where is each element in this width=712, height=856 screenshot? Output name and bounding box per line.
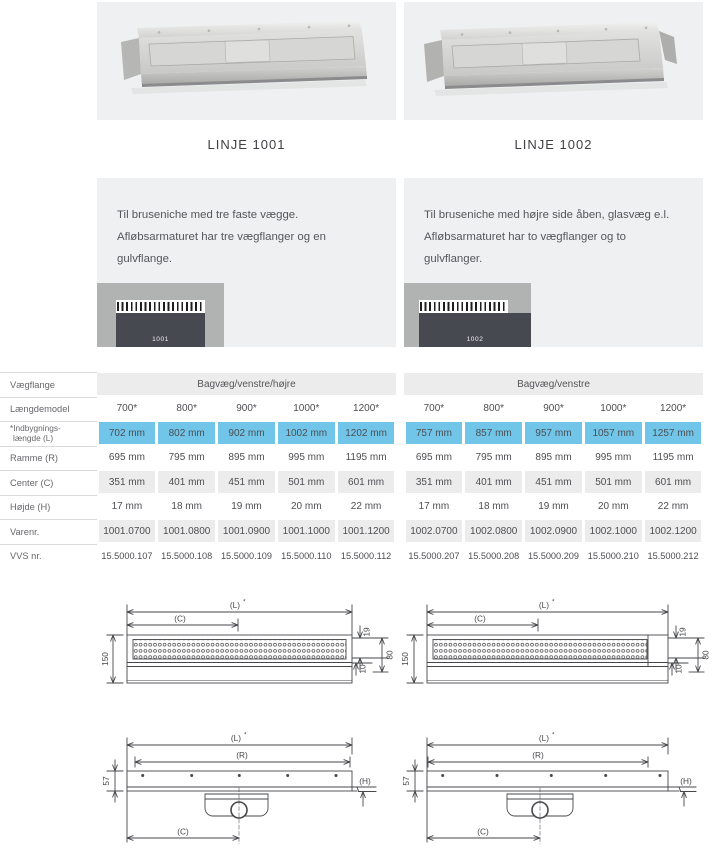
description-line: Til bruseniche med tre faste vægge. (117, 209, 299, 221)
spec-cell: 1002.1200 (645, 520, 702, 542)
spec-cell: 995 mm (595, 452, 632, 463)
diagram-grate (116, 300, 205, 313)
dimension-lines (407, 605, 704, 683)
spec-cell: 601 mm (645, 471, 702, 493)
dim-label-10: 10 (673, 664, 684, 674)
description-line: Til bruseniche med højre side åben, glasvæg e.l. (424, 209, 670, 221)
dim-label-star: * (244, 731, 247, 739)
row-label-height: Højde (H) (0, 495, 97, 520)
spec-cell: 800* (483, 403, 504, 414)
niche-diagram-1002 (404, 283, 531, 347)
spec-table (0, 372, 712, 568)
spec-cell: 902 mm (218, 422, 275, 444)
spec-cell: 15.5000.109 (220, 550, 273, 561)
spec-cell: 1257 mm (645, 422, 702, 444)
spec-cell: 19 mm (538, 501, 569, 512)
spec-cell: 995 mm (288, 452, 325, 463)
spec-cell: 1000* (600, 403, 627, 414)
row-vvs-no (97, 545, 396, 567)
dim-label-80: 80 (384, 650, 395, 660)
dim-label-star: * (243, 598, 246, 606)
diagram-drain-body (116, 313, 205, 347)
diagram-grate (419, 300, 508, 313)
spec-cell: 15.5000.108 (161, 550, 213, 561)
spec-cell: 1001.1000 (278, 520, 335, 542)
spec-cell: 1195 mm (345, 452, 387, 463)
dim-label-L: (L) (230, 733, 242, 743)
spec-cell: 451 mm (525, 471, 582, 493)
technical-drawing-section-1002 (400, 728, 712, 856)
spec-cell: 15.5000.210 (587, 550, 639, 561)
spec-cell: 1001.0700 (99, 520, 156, 542)
spec-cell: 501 mm (278, 471, 335, 493)
spec-cell: 1002 mm (278, 422, 335, 444)
wall-flange-band: Bagvæg/venstre (404, 373, 703, 395)
diagram-drain-body (419, 313, 531, 347)
spec-cell: 1202 mm (338, 422, 395, 444)
dim-label-150: 150 (400, 652, 411, 666)
dim-label-L: (L) (538, 733, 550, 743)
spec-cell: 702 mm (99, 422, 156, 444)
dim-label-L: (L) (538, 600, 550, 610)
spec-cell: 800* (176, 403, 197, 414)
spec-cell: 19 mm (231, 501, 262, 512)
product-photo-panel-1001 (97, 2, 396, 120)
spec-cell: 351 mm (406, 471, 463, 493)
row-label-wall-flange: Vægflange (0, 372, 97, 397)
diagram-label: 1001 (152, 336, 169, 343)
description-box-1001 (97, 178, 396, 347)
dimension-lines (107, 605, 388, 683)
row-label-vvs-no: VVS nr. (0, 544, 97, 569)
spec-cell: 1200* (660, 403, 687, 414)
spec-cell: 1002.0900 (525, 520, 582, 542)
spec-cell: 802 mm (158, 422, 215, 444)
spec-cell: 1001.1200 (338, 520, 395, 542)
spec-cell: 1002.0800 (465, 520, 522, 542)
technical-drawing-section-1001 (95, 728, 395, 856)
technical-drawing-front-1001 (95, 592, 395, 722)
spec-cell: 1057 mm (585, 422, 642, 444)
spec-cell: 700* (423, 403, 445, 414)
dim-label-C: (C) (174, 613, 186, 624)
center-insert (225, 40, 270, 63)
spec-cell: 700* (116, 403, 138, 414)
spec-cell: 895 mm (228, 452, 265, 463)
center-insert (522, 42, 567, 65)
row-label-length-model: Længdemodel (0, 397, 97, 422)
spec-cell: 501 mm (585, 471, 642, 493)
spec-cell: 15.5000.110 (281, 550, 332, 561)
dim-label-C: (C) (477, 826, 489, 837)
spec-cell: 1002.0700 (406, 520, 463, 542)
row-height (97, 496, 396, 518)
spec-cell: 601 mm (338, 471, 395, 493)
spec-cell: 695 mm (108, 452, 145, 463)
technical-drawing-front-1002 (400, 592, 712, 722)
spec-cell: 15.5000.112 (340, 550, 392, 561)
product-photo-1001 (97, 2, 396, 120)
dim-label-R: (R) (236, 750, 248, 760)
spec-cell: 401 mm (465, 471, 522, 493)
description-text (404, 178, 703, 270)
dim-label-H: (H) (359, 776, 371, 786)
row-label-center: Center (C) (0, 470, 97, 495)
spec-cell: 1200* (353, 403, 380, 414)
spec-cell: 451 mm (218, 471, 275, 493)
spec-cell: 857 mm (465, 422, 522, 444)
description-text (97, 178, 396, 270)
row-item-no (97, 520, 396, 542)
drain-channel-render (424, 22, 677, 96)
spec-cell: 757 mm (406, 422, 463, 444)
left-end-cap (424, 40, 444, 82)
row-label-line: længde (L) (13, 432, 54, 443)
description-line: gulvflanger. (424, 253, 483, 265)
row-center (97, 471, 396, 493)
dim-label-C: (C) (474, 613, 486, 624)
spec-cell: 957 mm (525, 422, 582, 444)
drain-channel-render (121, 21, 367, 94)
description-box-1002 (404, 178, 703, 347)
dim-label-19: 19 (361, 627, 372, 637)
spec-cell: 15.5000.212 (647, 550, 699, 561)
spec-cell: 900* (236, 403, 257, 414)
dim-label-150: 150 (100, 652, 111, 666)
dimension-lines (407, 738, 696, 844)
spec-cell: 18 mm (171, 501, 202, 512)
row-length-model (404, 398, 703, 420)
spec-cell: 1001.0800 (158, 520, 215, 542)
spec-cell: 795 mm (475, 452, 512, 463)
spec-values-1002 (404, 373, 703, 569)
spec-cell: 15.5000.107 (101, 550, 153, 561)
spec-cell: 1195 mm (652, 452, 694, 463)
spec-row-labels (0, 372, 97, 568)
product-photo-1002 (404, 2, 703, 120)
spec-cell: 17 mm (418, 501, 450, 512)
dim-label-H: (H) (680, 776, 692, 786)
diagram-label: 1002 (466, 336, 484, 343)
row-label-line: *Indbygnings- (10, 423, 61, 434)
product-title-1002: LINJE 1002 (514, 137, 593, 152)
dim-label-R: (R) (532, 750, 544, 760)
spec-cell: 18 mm (478, 501, 509, 512)
dim-label-57: 57 (101, 776, 112, 786)
row-label-built-in-length (0, 421, 97, 446)
description-line: Afløbsarmaturet har to vægflanger og to (424, 231, 626, 243)
spec-cell: 351 mm (99, 471, 156, 493)
dim-label-L: (L) (229, 600, 241, 610)
dim-label-star: * (552, 598, 555, 606)
row-length-model (97, 398, 396, 420)
description-line: Afløbsarmaturet har tre vægflanger og en (117, 231, 326, 243)
spec-cell: 15.5000.208 (468, 550, 520, 561)
dim-label-10: 10 (357, 664, 368, 674)
row-item-no (404, 520, 703, 542)
spec-cell: 1001.0900 (218, 520, 275, 542)
spec-cell: 17 mm (111, 501, 143, 512)
row-height (404, 496, 703, 518)
description-line: gulvflange. (117, 253, 173, 265)
wall-flange-band: Bagvæg/venstre/højre (97, 373, 396, 395)
spec-cell: 15.5000.207 (408, 550, 460, 561)
dim-label-80: 80 (700, 650, 711, 660)
row-label-item-no: Varenr. (0, 519, 97, 544)
spec-cell: 795 mm (168, 452, 205, 463)
dim-label-C: (C) (177, 826, 189, 837)
dim-label-57: 57 (401, 776, 412, 786)
row-built-in-length (97, 422, 396, 444)
row-built-in-length (404, 422, 703, 444)
product-title-1001: LINJE 1001 (207, 137, 286, 152)
spec-cell: 895 mm (535, 452, 572, 463)
row-label-frame: Ramme (R) (0, 446, 97, 471)
product-photo-panel-1002 (404, 2, 703, 120)
spec-cell: 15.5000.209 (527, 550, 580, 561)
spec-cell: 1002.1000 (585, 520, 642, 542)
spec-cell: 401 mm (158, 471, 215, 493)
spec-cell: 900* (543, 403, 564, 414)
row-frame (97, 447, 396, 469)
spec-cell: 695 mm (415, 452, 452, 463)
row-frame (404, 447, 703, 469)
niche-diagram-1001 (97, 283, 224, 347)
dim-label-star: * (552, 731, 555, 739)
spec-cell: 1000* (293, 403, 320, 414)
row-vvs-no (404, 545, 703, 567)
spec-cell: 22 mm (657, 501, 689, 512)
spec-values-1001 (97, 373, 396, 569)
dim-label-19: 19 (677, 627, 688, 637)
spec-cell: 22 mm (350, 501, 382, 512)
row-center (404, 471, 703, 493)
left-end-cap (121, 38, 141, 80)
spec-cell: 20 mm (598, 501, 629, 512)
spec-cell: 20 mm (291, 501, 322, 512)
